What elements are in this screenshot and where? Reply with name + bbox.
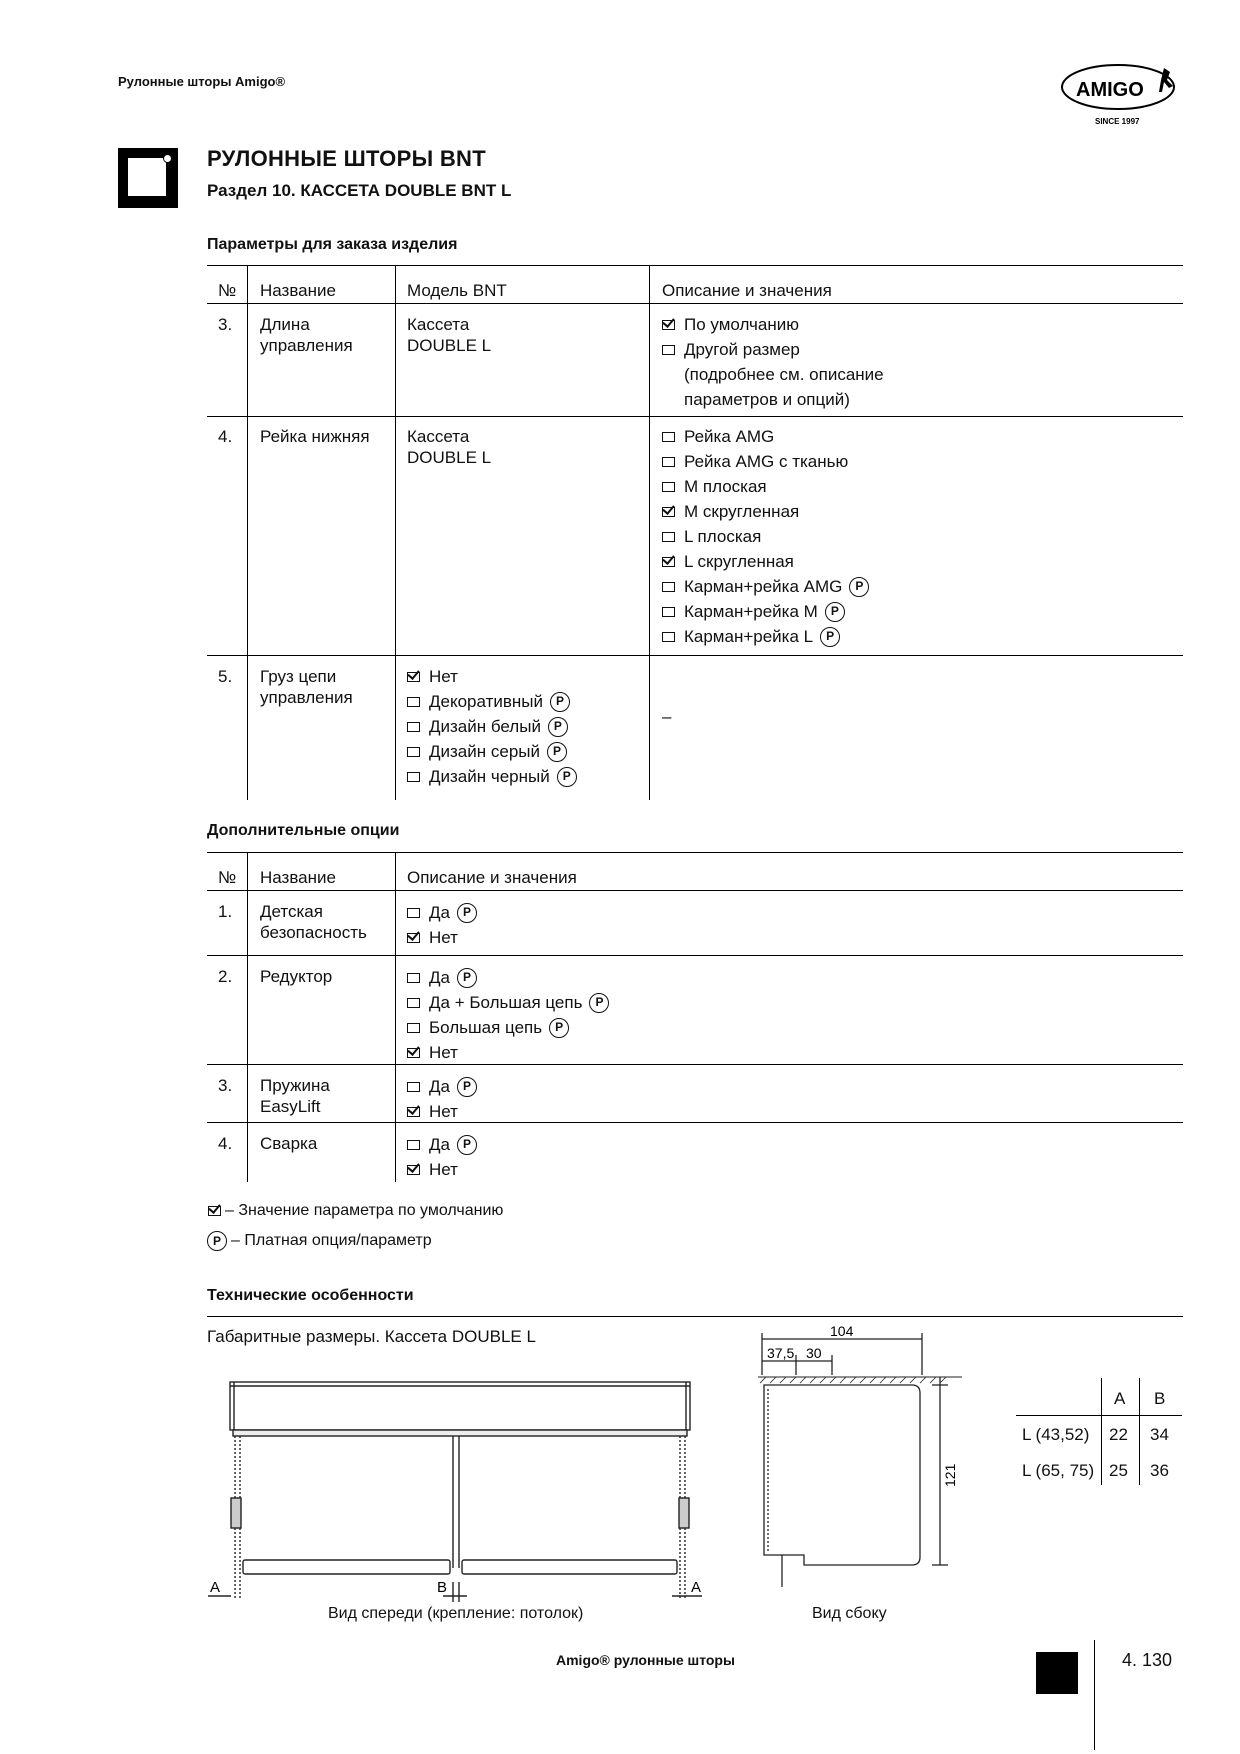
dim-height: 121 <box>942 1463 958 1487</box>
option-item[interactable]: L плоская <box>662 524 869 549</box>
page-subtitle: Раздел 10. КАССЕТА DOUBLE BNT L <box>207 181 512 200</box>
params-row-options <box>662 312 914 412</box>
checkbox-icon[interactable] <box>407 1140 420 1150</box>
params-header-no: № <box>218 281 237 300</box>
extras-row-no: 4. <box>218 1134 233 1153</box>
checkbox-icon[interactable] <box>407 998 420 1008</box>
ruble-icon: Р <box>820 627 840 647</box>
ruble-icon: Р <box>550 692 570 712</box>
option-item[interactable]: Другой размер <box>662 337 914 362</box>
legend-paid: Р – Платная опция/параметр <box>207 1231 432 1251</box>
ruble-icon: Р <box>549 1018 569 1038</box>
checkbox-icon[interactable] <box>407 747 420 757</box>
extras-row-options <box>407 900 477 950</box>
section-icon <box>118 148 178 208</box>
params-row-no: 3. <box>218 315 233 334</box>
extras-row-name: Сварка <box>260 1134 318 1153</box>
page-number: 4. 130 <box>1122 1650 1173 1670</box>
option-item[interactable]: Нет <box>407 925 477 950</box>
option-item[interactable]: L скругленная <box>662 549 869 574</box>
front-view-drawing <box>205 1370 705 1610</box>
option-item[interactable]: Да Р <box>407 965 609 990</box>
option-item[interactable]: Нет <box>407 1040 609 1065</box>
dims-cell: 34 <box>1150 1425 1169 1444</box>
checkbox-icon[interactable] <box>407 973 420 983</box>
params-row-name: Рейка нижняя <box>260 427 370 446</box>
dims-row-label: L (43,52) <box>1022 1425 1090 1444</box>
params-row-options <box>662 424 869 649</box>
option-item[interactable]: Декоративный Р <box>407 689 577 714</box>
option-item[interactable]: Да + Большая цепь Р <box>407 990 609 1015</box>
option-item[interactable]: Нет <box>407 1157 477 1182</box>
checkbox-checked-icon[interactable] <box>407 1165 420 1175</box>
option-item[interactable]: Дизайн черный Р <box>407 764 577 789</box>
ruble-icon: Р <box>207 1231 227 1251</box>
dim-width: 104 <box>830 1325 854 1339</box>
params-row-model-options <box>407 664 577 789</box>
extras-header-no: № <box>218 868 237 887</box>
extras-row-options <box>407 1074 477 1124</box>
option-item[interactable]: М плоская <box>662 474 869 499</box>
option-item[interactable]: Дизайн белый Р <box>407 714 577 739</box>
extras-header-desc: Описание и значения <box>407 868 577 887</box>
front-view-caption: Вид спереди (крепление: потолок) <box>328 1605 584 1622</box>
dims-caption: Габаритные размеры. Кассета DOUBLE L <box>207 1327 536 1346</box>
checkbox-checked-icon[interactable] <box>662 507 675 517</box>
extras-heading: Дополнительные опции <box>207 822 400 839</box>
checkbox-checked-icon[interactable] <box>407 1048 420 1058</box>
checkbox-icon[interactable] <box>662 457 675 467</box>
checkbox-icon[interactable] <box>662 345 675 355</box>
option-item[interactable]: Да Р <box>407 1074 477 1099</box>
checkbox-checked-icon[interactable] <box>407 1107 420 1117</box>
option-item[interactable]: Дизайн серый Р <box>407 739 577 764</box>
option-item[interactable]: Рейка AMG <box>662 424 869 449</box>
extras-row-options <box>407 1132 477 1182</box>
side-view-caption: Вид сбоку <box>812 1605 887 1622</box>
params-row-no: 5. <box>218 667 233 686</box>
option-item[interactable]: Нет <box>407 664 577 689</box>
dims-header-a: A <box>1114 1389 1126 1408</box>
ruble-icon: Р <box>849 577 869 597</box>
amigo-logo <box>1060 60 1186 130</box>
params-row-description: – <box>662 707 672 726</box>
params-header-model: Модель BNT <box>407 281 507 300</box>
params-row-name: Длина управления <box>260 315 353 355</box>
checkbox-icon[interactable] <box>662 532 675 542</box>
checkbox-icon[interactable] <box>407 722 420 732</box>
dims-cell: 22 <box>1109 1425 1128 1444</box>
option-item[interactable]: Да Р <box>407 1132 477 1157</box>
ruble-icon: Р <box>457 903 477 923</box>
checkbox-icon[interactable] <box>407 908 420 918</box>
checkbox-icon[interactable] <box>662 582 675 592</box>
dims-row-label: L (65, 75) <box>1022 1461 1095 1480</box>
logo-text: AMIGO <box>1076 79 1144 101</box>
dims-cell: 36 <box>1150 1461 1169 1480</box>
dim-label-a-left: A <box>210 1579 221 1596</box>
option-item[interactable]: Карман+рейка L Р <box>662 624 869 649</box>
extras-row-no: 2. <box>218 967 233 986</box>
option-item[interactable]: Рейка AMG с тканью <box>662 449 869 474</box>
side-view-drawing <box>752 1325 982 1625</box>
legend-default: – Значение параметра по умолчанию <box>208 1202 503 1220</box>
ruble-icon: Р <box>589 993 609 1013</box>
dim-label-b: B <box>437 1579 448 1596</box>
option-item[interactable]: Нет <box>407 1099 477 1124</box>
page-marker <box>1036 1652 1078 1694</box>
checkbox-checked-icon[interactable] <box>407 672 420 682</box>
logo-since: SINCE 1997 <box>1095 117 1140 126</box>
extras-row-name: Редуктор <box>260 967 333 986</box>
checkbox-checked-icon[interactable] <box>662 557 675 567</box>
dim-d1: 37,5 <box>767 1345 795 1361</box>
ruble-icon: Р <box>457 1077 477 1097</box>
dims-header-b: B <box>1154 1389 1166 1408</box>
option-note: (подробнее см. описание параметров и опций) <box>684 365 884 409</box>
params-header-desc: Описание и значения <box>662 281 832 300</box>
option-item[interactable]: По умолчанию <box>662 312 914 337</box>
checkbox-icon[interactable] <box>662 432 675 442</box>
params-row-no: 4. <box>218 427 233 446</box>
footer-text: Amigo® рулонные шторы <box>556 1652 735 1668</box>
checkbox-icon[interactable] <box>662 482 675 492</box>
checkbox-icon[interactable] <box>407 772 420 782</box>
checkbox-icon[interactable] <box>407 697 420 707</box>
option-item[interactable]: Карман+рейка М Р <box>662 599 869 624</box>
extras-row-name: Детская безопасность <box>260 902 367 942</box>
ruble-icon: Р <box>547 742 567 762</box>
params-header-name: Название <box>260 281 336 300</box>
header-title: Рулонные шторы Amigo® <box>118 74 286 89</box>
extras-row-no: 3. <box>218 1076 233 1095</box>
option-item[interactable]: Карман+рейка AMG Р <box>662 574 869 599</box>
option-item[interactable]: Да Р <box>407 900 477 925</box>
checkbox-checked-icon <box>208 1206 221 1216</box>
checkbox-checked-icon[interactable] <box>407 933 420 943</box>
checkbox-icon[interactable] <box>407 1023 420 1033</box>
params-row-model: Кассета DOUBLE L <box>407 315 492 355</box>
page-title: РУЛОННЫЕ ШТОРЫ BNT <box>207 146 486 171</box>
tech-heading: Технические особенности <box>207 1287 414 1304</box>
option-item[interactable]: М скругленная <box>662 499 869 524</box>
ruble-icon: Р <box>825 602 845 622</box>
ruble-icon: Р <box>548 717 568 737</box>
ruble-icon: Р <box>557 767 577 787</box>
checkbox-icon[interactable] <box>407 1082 420 1092</box>
extras-row-no: 1. <box>218 902 233 921</box>
dim-d2: 30 <box>806 1345 822 1361</box>
ruble-icon: Р <box>457 968 477 988</box>
extras-header-name: Название <box>260 868 336 887</box>
extras-row-name: Пружина EasyLift <box>260 1076 330 1116</box>
params-heading: Параметры для заказа изделия <box>207 236 458 253</box>
extras-row-options <box>407 965 609 1065</box>
ruble-icon: Р <box>457 1135 477 1155</box>
dims-cell: 25 <box>1109 1461 1128 1480</box>
option-item[interactable]: Большая цепь Р <box>407 1015 609 1040</box>
params-row-model: Кассета DOUBLE L <box>407 427 492 467</box>
checkbox-checked-icon[interactable] <box>662 320 675 330</box>
dim-label-a-right: A <box>691 1579 702 1596</box>
checkbox-icon[interactable] <box>662 632 675 642</box>
checkbox-icon[interactable] <box>662 607 675 617</box>
params-row-name: Груз цепи управления <box>260 667 353 707</box>
